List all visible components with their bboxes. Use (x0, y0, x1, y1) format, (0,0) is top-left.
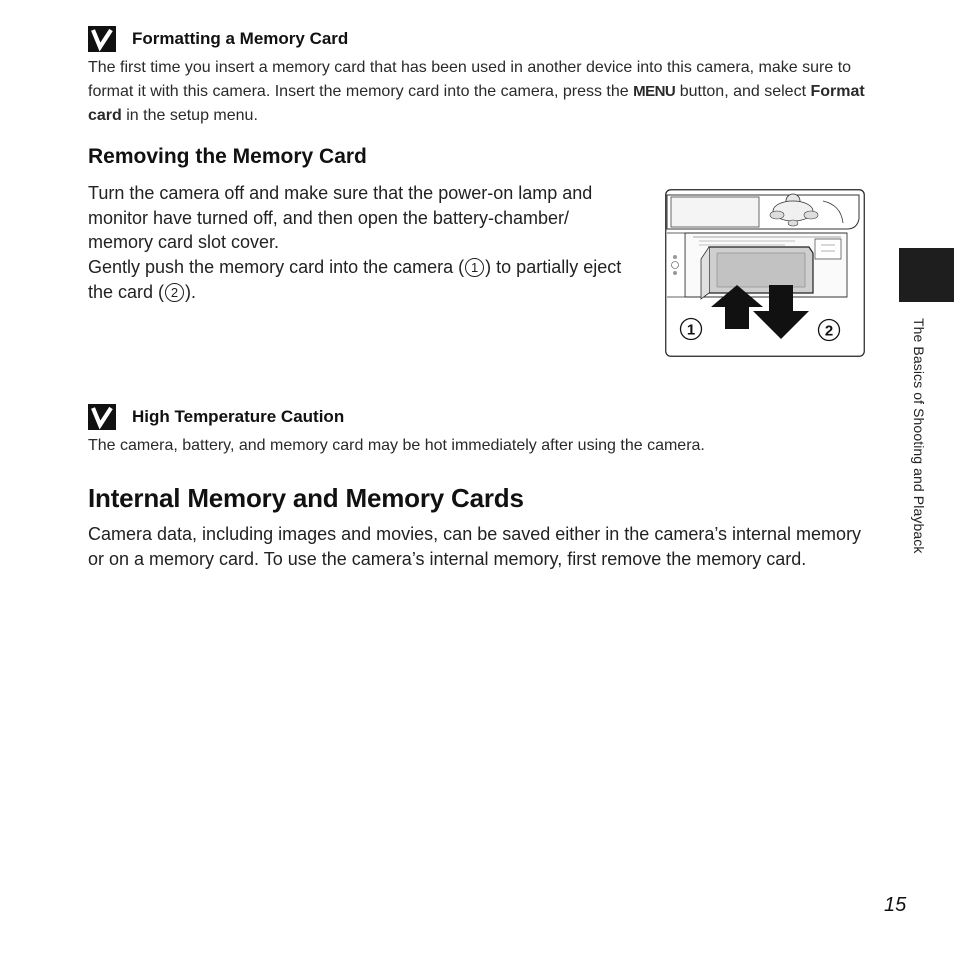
illustration-label-1: 1 (686, 321, 696, 339)
menu-button-label: MENU (633, 83, 676, 100)
check-mark-note-icon (88, 26, 116, 52)
step-2-marker: 2 (165, 283, 184, 302)
removing-para2 (88, 255, 633, 304)
note-formatting-title: Formatting a Memory Card (132, 29, 349, 48)
removing-para2-b: ) to partially eject the card ( (88, 257, 622, 302)
internal-memory-para: Camera data, including images and movies, can be saved either in the camera’s internal memory or on a memory card. To use the camera’s internal memory, first remove the memory card. (88, 524, 862, 569)
note-formatting-header (88, 26, 348, 52)
removing-para1: Turn the camera off and make sure that the power-on lamp and monitor have turned off, and then open the battery-chamber/ memory card slot cover. (88, 183, 593, 252)
note-formatting-text-c: in the setup menu. (121, 107, 258, 124)
note-high-temp-title: High Temperature Caution (132, 407, 345, 426)
check-mark-note-icon (88, 404, 116, 430)
note-high-temp-text: The camera, battery, and memory card may be hot immediately after using the camera. (88, 437, 705, 454)
note-formatting-text-a: The first time you insert a memory card that has been used in another device into this camera, make sure to format it with this camera. Insert the memory card into the camera, press the (88, 59, 852, 100)
removing-para2-c: ). (185, 281, 197, 302)
internal-memory-heading: Internal Memory and Memory Cards (88, 483, 524, 513)
illustration-label-2: 2 (824, 322, 834, 340)
note-high-temp-header (88, 404, 344, 430)
removing-heading: Removing the Memory Card (88, 145, 367, 168)
removing-para2-a: Gently push the memory card into the camera ( (88, 257, 465, 277)
step-1-marker: 1 (465, 258, 484, 277)
chapter-side-label: The Basics of Shooting and Playback (911, 318, 927, 554)
memory-card-removal-illustration (665, 189, 865, 357)
chapter-tab-marker (899, 248, 954, 302)
page-number: 15 (884, 894, 907, 916)
format-card-term: Format card (88, 83, 865, 124)
note-formatting-text-b: button, and select (675, 83, 811, 100)
note-formatting-text (88, 56, 868, 128)
